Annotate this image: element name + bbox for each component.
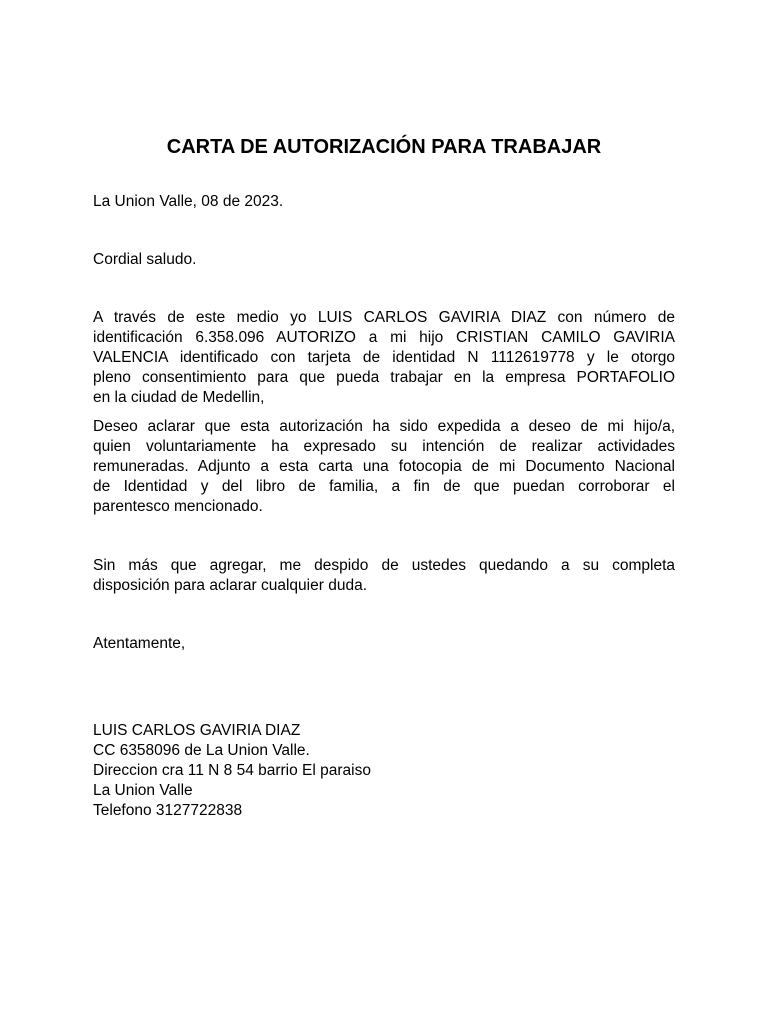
signature-name: LUIS CARLOS GAVIRIA DIAZ [93, 722, 301, 739]
paragraph-line: parentesco mencionado. [93, 498, 263, 515]
paragraph-line: disposición para aclarar cualquier duda. [93, 577, 367, 594]
paragraph-farewell [93, 556, 675, 596]
paragraph-line: Deseo aclarar que esta autorización ha sido expedida a deseo de mi hijo/a, [93, 418, 675, 435]
date-line: La Union Valle, 08 de 2023. [93, 193, 284, 210]
signature-id: CC 6358096 de La Union Valle. [93, 742, 310, 759]
letter-title: CARTA DE AUTORIZACIÓN PARA TRABAJAR [166, 136, 602, 158]
signature-address: Direccion cra 11 N 8 54 barrio El paraiso [93, 762, 371, 779]
paragraph-clarification [93, 417, 675, 517]
paragraph-line: de Identidad y del libro de familia, a fin de que puedan corroborar el [93, 478, 675, 495]
paragraph-line: A través de este medio yo LUIS CARLOS GAVIRIA DIAZ con número de [93, 309, 675, 326]
paragraph-authorization [93, 308, 675, 408]
paragraph-line: quien voluntariamente ha expresado su intención de realizar actividades [93, 438, 675, 455]
signature-phone: Telefono 3127722838 [93, 802, 243, 819]
greeting: Cordial saludo. [93, 251, 197, 268]
paragraph-line: VALENCIA identificado con tarjeta de identidad N 1112619778 y le otorgo [93, 349, 675, 366]
paragraph-line: remuneradas. Adjunto a esta carta una fotocopia de mi Documento Nacional [93, 458, 675, 475]
paragraph-line: identificación 6.358.096 AUTORIZO a mi hijo CRISTIAN CAMILO GAVIRIA [93, 329, 675, 346]
paragraph-line: pleno consentimiento para que pueda trabajar en la empresa PORTAFOLIO [93, 369, 675, 386]
paragraph-line: en la ciudad de Medellin, [93, 389, 265, 406]
signature-city: La Union Valle [93, 782, 193, 799]
closing: Atentamente, [93, 635, 186, 652]
paragraph-line: Sin más que agregar, me despido de ustedes quedando a su completa [93, 557, 675, 574]
signature-block [93, 721, 371, 821]
